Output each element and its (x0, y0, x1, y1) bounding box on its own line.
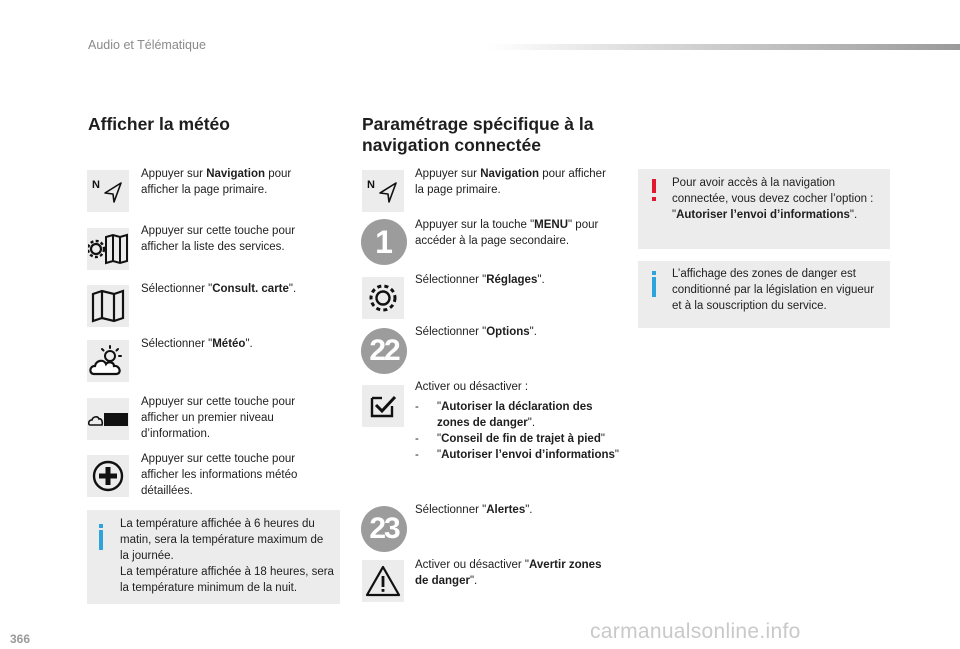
note-line-evening: La température affichée à 18 heures, sera la température minimum de la nuit. (120, 566, 334, 594)
warning-exclamation-icon (652, 179, 656, 193)
header-gradient-bar (488, 44, 960, 50)
step-details-text: Appuyer sur cette touche pour afficher les informations météo détaillées. (141, 453, 298, 497)
step-first-level-text: Appuyer sur cette touche pour afficher un premier niveau d’information. (141, 396, 296, 440)
step-navigation-text-2: Appuyer sur Navigation pour afficher la page primaire. (415, 168, 606, 196)
warning-icon-box (362, 560, 404, 602)
weather-icon-box (87, 340, 129, 382)
list-item: - "Autoriser la déclaration des zones de danger". (415, 401, 593, 429)
plus-icon-box (87, 455, 129, 497)
step-avertir-text: Activer ou désactiver "Avertir zones de danger". (415, 559, 602, 587)
step-consult-map-text: Sélectionner "Consult. carte". (141, 283, 297, 295)
navigation-arrow-icon (366, 176, 400, 206)
step-weather-text: Sélectionner "Météo". (141, 338, 253, 350)
navigation-icon-box (87, 170, 129, 212)
running-header: Audio et Télématique (88, 38, 206, 52)
connected-nav-warning-note: Pour avoir accès à la navigation connectée, vous devez cocher l’option : "Autoriser l’envoi d’informations". (638, 169, 890, 249)
list-item: - "Autoriser l’envoi d’informations" (415, 449, 619, 461)
step-services-text: Appuyer sur cette touche pour afficher la liste des services. (141, 225, 296, 253)
navigation-arrow-icon (91, 176, 125, 206)
info-icon (99, 530, 103, 550)
gear-icon (365, 280, 401, 316)
checkbox-icon (368, 392, 398, 420)
services-map-icon (88, 233, 128, 265)
info-icon (652, 277, 656, 297)
step-number-22: 22 (361, 328, 407, 374)
step-number-1: 1 (361, 219, 407, 265)
map-icon (90, 289, 126, 323)
plus-icon (91, 459, 125, 493)
svg-text:N: N (367, 179, 375, 191)
activate-options-list (415, 399, 625, 463)
page-number: 366 (10, 632, 31, 646)
settings-icon-box (362, 277, 404, 319)
step-activate-text: Activer ou désactiver : - "Autoriser la déclaration des zones de danger". - "Conseil de fin de trajet à pied" - "Autoriser l’envoi d’informations" (415, 379, 625, 463)
watermark: carmanualsonline.info (590, 620, 801, 643)
step-number-23: 23 (361, 506, 407, 552)
services-icon-box (87, 228, 129, 270)
section-title-connected-nav: Paramétrage spécifique à la navigation connectée (362, 114, 594, 155)
step-menu-text: Appuyer sur la touche "MENU" pour accéder à la page secondaire. (415, 219, 599, 247)
weather-icon (88, 344, 128, 378)
weather-bar-icon (88, 409, 128, 429)
note-line-morning: La température affichée à 6 heures du matin, sera la température maximum de la journée. (120, 518, 324, 562)
warning-triangle-icon (365, 565, 401, 597)
weather-bar-icon-box (87, 398, 129, 440)
navigation-icon-box-2 (362, 170, 404, 212)
danger-zones-info-note: L’affichage des zones de danger est conditionné par la législation en vigueur et à la souscription du service. (638, 261, 890, 328)
step-options-text: Sélectionner "Options". (415, 326, 537, 338)
step-alertes-text: Sélectionner "Alertes". (415, 504, 533, 516)
section-title-weather: Afficher la météo (88, 114, 230, 134)
checkbox-icon-box (362, 385, 404, 427)
step-navigation-text: Appuyer sur Navigation pour afficher la page primaire. (141, 168, 292, 196)
temperature-info-note (87, 510, 340, 604)
map-icon-box (87, 285, 129, 327)
step-reglages-text: Sélectionner "Réglages". (415, 274, 545, 286)
list-item: - "Conseil de fin de trajet à pied" (415, 433, 605, 445)
svg-text:N: N (92, 179, 100, 191)
